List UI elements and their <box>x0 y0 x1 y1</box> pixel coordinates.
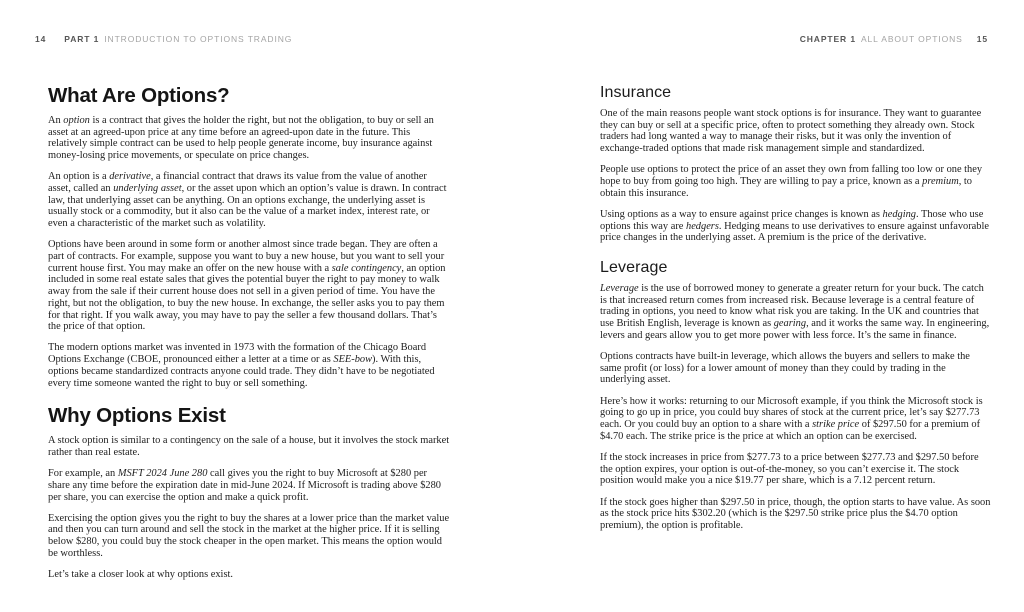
paragraph: An option is a contract that gives the holder the right, but not the obligation, to buy or sell an asset at an agreed-upon price at any time before an agreed-upon date in the future. This relatively simple contract can be used to help people generate income, buy insurance against money-losing price movements, or speculate on price changes. <box>48 115 434 162</box>
paragraph: If the stock goes higher than $297.50 in price, though, the option starts to have value. As soon as the stock price hits $302.20 (which is the $297.50 strike price plus the $4.70 option premium), the option is profitable. <box>600 496 991 531</box>
running-header-title-left: INTRODUCTION TO OPTIONS TRADING <box>104 34 293 44</box>
paragraph: A stock option is similar to a contingency on the sale of a house, but it involves the stock market rather than real estate. <box>48 435 450 458</box>
section-why-options-exist <box>48 404 451 581</box>
page-number-right: 15 <box>976 34 988 44</box>
section-heading: What Are Options? <box>48 84 230 107</box>
section-what-are-options <box>48 84 451 389</box>
page-left-content <box>48 84 451 581</box>
page-right-content <box>600 84 992 532</box>
section-insurance <box>600 84 992 244</box>
paragraph: Let’s take a closer look at why options exist. <box>48 569 233 581</box>
running-header-right <box>800 34 988 44</box>
paragraph: Leverage is the use of borrowed money to generate a greater return for your buck. The catch is that increased return comes from increased risk. Because leverage is a central feature of trading in options, you need to know what risk you are taking. In the UK and countries that use British English, leverage is known as gearing, and it works the same way. In engineering, levers and gears allow you to get more power with less force. It’s the same in finance. <box>600 283 990 341</box>
section-heading: Why Options Exist <box>48 404 226 428</box>
section-heading: Insurance <box>600 84 672 101</box>
paragraph: People use options to protect the price of an asset they own from falling too low or one they hope to buy from going too high. They are willing to pay a price, known as a premium, to obtain this insurance. <box>600 164 983 199</box>
paragraph: The modern options market was invented in 1973 with the formation of the Chicago Board Options Exchange (CBOE, pronounced either a letter at a time or as SEE-bow). With this, options became standardized contracts anyone could trade. They didn’t have to be negotiated every time someone wanted the right to buy or sell something. <box>48 342 435 389</box>
paragraph: For example, an MSFT 2024 June 280 call gives you the right to buy Microsoft at $280 per share any time before the expiration date in mid-June 2024. If Microsoft is trading above $280 per share, you can exercise the option and make a quick profit. <box>48 468 442 503</box>
page-number-left: 14 <box>35 34 47 44</box>
paragraph: Here’s how it works: returning to our Microsoft example, if you think the Microsoft stock is going to go up in price, you could buy shares of stock at the current price, let’s say $277.73 each. Or you could buy an option to a share with a strike price of $297.50 for a premium of $4.70 each. The strike price is the price at which an option can be exercised. <box>600 395 983 442</box>
section-leverage <box>600 259 992 532</box>
paragraph: Using options as a way to ensure against price changes is known as hedging. Those who use options this way are hedgers. Hedging means to use derivatives to ensure against unfavorable price changes in the underlying asset. A premium is the price of the derivative. <box>600 208 989 244</box>
paragraph: Exercising the option gives you the right to buy the shares at a lower price than the market value and then you can turn around and sell the stock in the market at the higher price. If it is selling below $280, you could buy the stock cheaper in the open market. This means the option would be worthless. <box>48 512 450 559</box>
running-header-title-right: ALL ABOUT OPTIONS <box>860 34 963 44</box>
paragraph: If the stock increases in price from $277.73 to a price between $277.73 and $297.50 before the option expires, your option is out-of-the-money, so you can’t exercise it. The stock position would make you a nice $19.77 per share, which is a 7.12 percent return. <box>600 451 979 487</box>
section-heading: Leverage <box>600 259 668 277</box>
running-header-label-right: CHAPTER 1 <box>799 34 856 44</box>
paragraph: Options have been around in some form or another almost since trade began. They are often a part of contracts. For example, suppose you want to buy a new house, but you want to sell your current house first. You may make an offer on the new house with a sale contingency, an option included in some real estate sales that gives the potential buyer the right to pay money to walk away from the sale if their current house does not sell in a given period of time. You have the right, but not the obligation, to buy the new house. In exchange, the seller asks you to pay them for that right. If you walk away, you may have to pay the seller a few thousand dollars. That’s the price of that option. <box>48 239 446 333</box>
page-right <box>512 0 1024 612</box>
paragraph: An option is a derivative, a financial contract that draws its value from the value of another asset, called an underlying asset, or the asset upon which an option’s value is drawn. In contract law, that underlying asset can be anything. On an options exchange, the underlying asset is usually stock or a commodity, but it also can be the value of a market index, interest rate, or even a characteristic of the market such as volatility. <box>48 171 447 230</box>
running-header-label-left: PART 1 <box>64 34 100 44</box>
paragraph: One of the main reasons people want stock options is for insurance. They want to guarantee they can buy or sell at a specific price, often to protect something they already own. Stock traders had long wanted a way to manage their risks, but it was only the invention of exchange-traded options that made risk management simple and standardized. <box>600 108 982 155</box>
running-header-left <box>35 34 292 44</box>
paragraph: Options contracts have built-in leverage, which allows the buyers and sellers to make the same profit (or loss) for a lower amount of money than they could by trading in the underlying asset. <box>600 351 970 386</box>
